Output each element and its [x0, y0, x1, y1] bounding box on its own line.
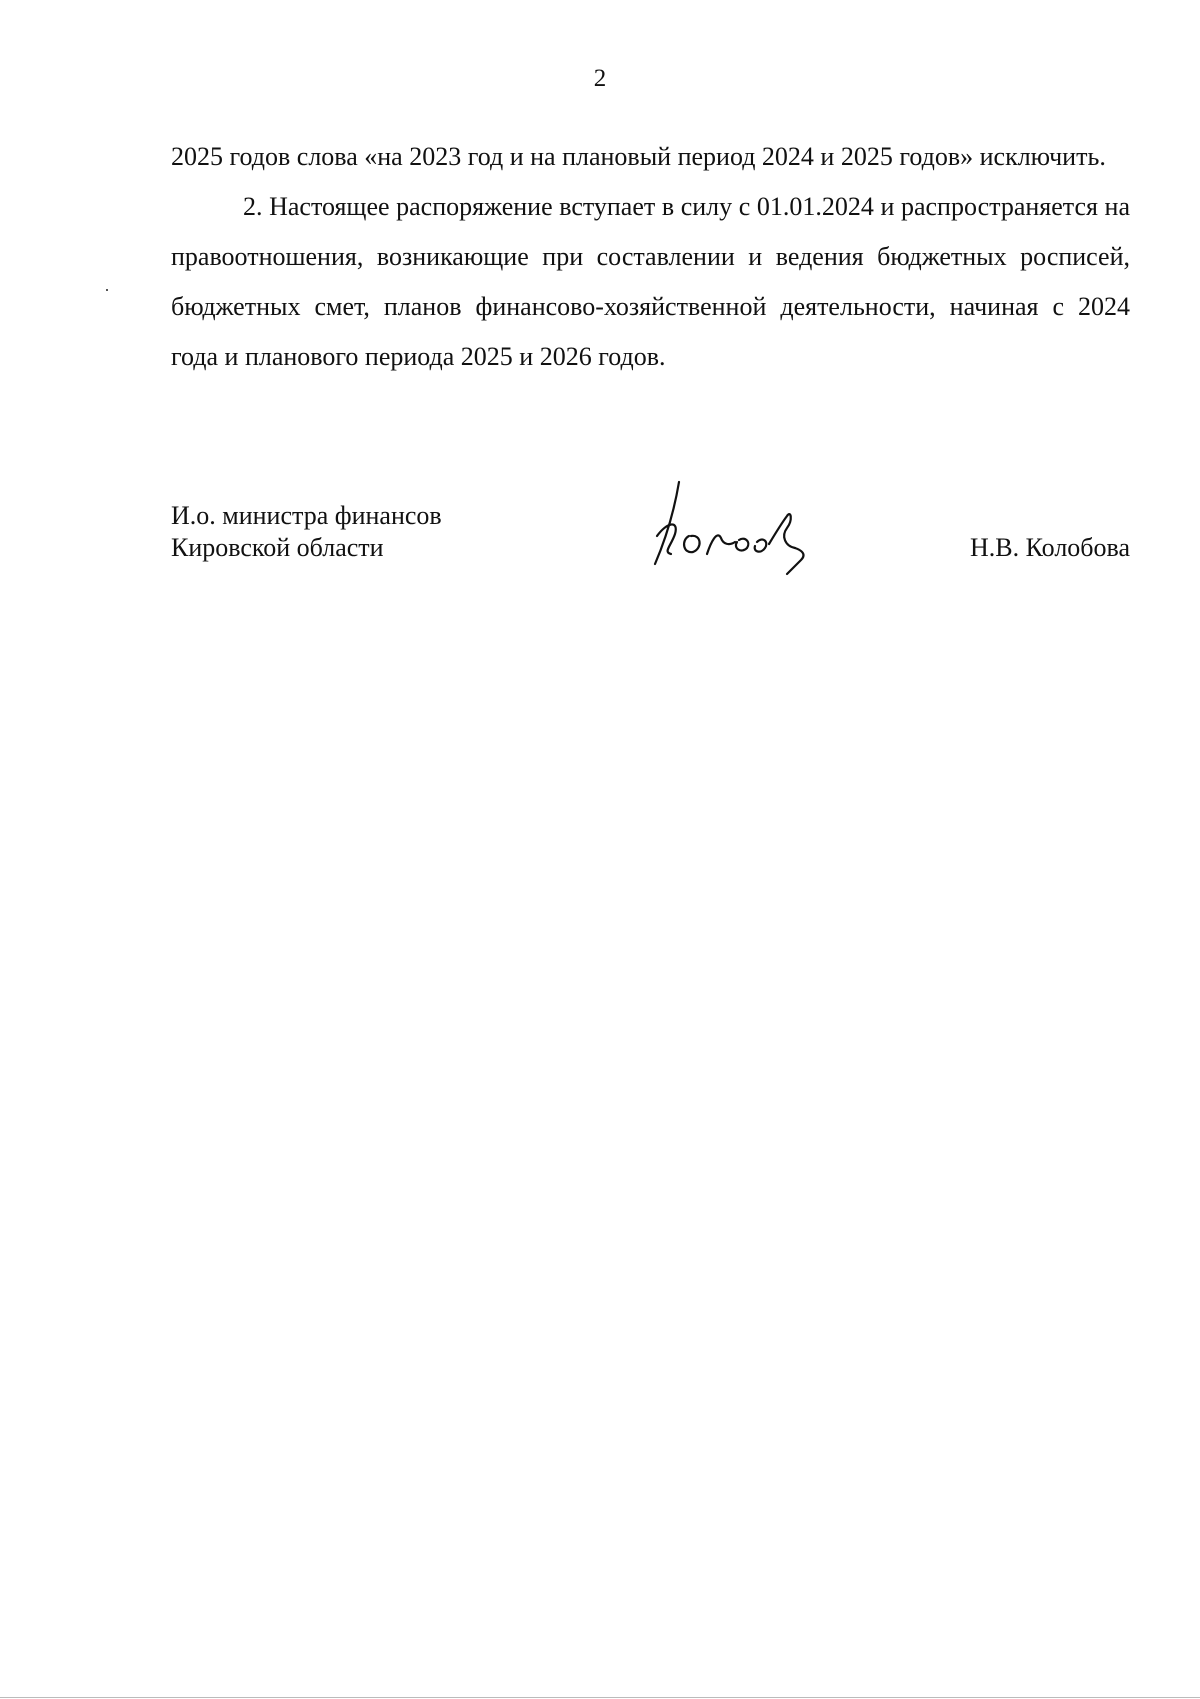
document-body — [171, 132, 1130, 382]
page-number: 2 — [593, 65, 607, 92]
handwritten-signature — [641, 476, 831, 576]
paragraph-continuation: 2025 годов слова «на 2023 год и на плановый период 2024 и 2025 годов» исключить. — [171, 142, 1106, 171]
signatory-name: Н.В. Колобова — [970, 533, 1130, 562]
scan-edge-mark-bottom — [0, 1697, 1200, 1698]
signatory-title-line-2: Кировской области — [171, 533, 384, 562]
signatory-title — [171, 500, 442, 564]
paragraph-item-2: 2. Настоящее распоряжение вступает в силу с 01.01.2024 и распространяется на правоотношения, возникающие при составлении и ведения бюджетных росписей, бюджетных смет, планов финансово-хозяйственной деятельности, начиная с 2024 года и планового периода 2025 и 2026 годов. — [171, 192, 1130, 371]
signatory-title-line-1: И.о. министра финансов — [171, 501, 442, 530]
signature-block — [171, 500, 1130, 580]
scan-dot-left — [106, 289, 108, 291]
